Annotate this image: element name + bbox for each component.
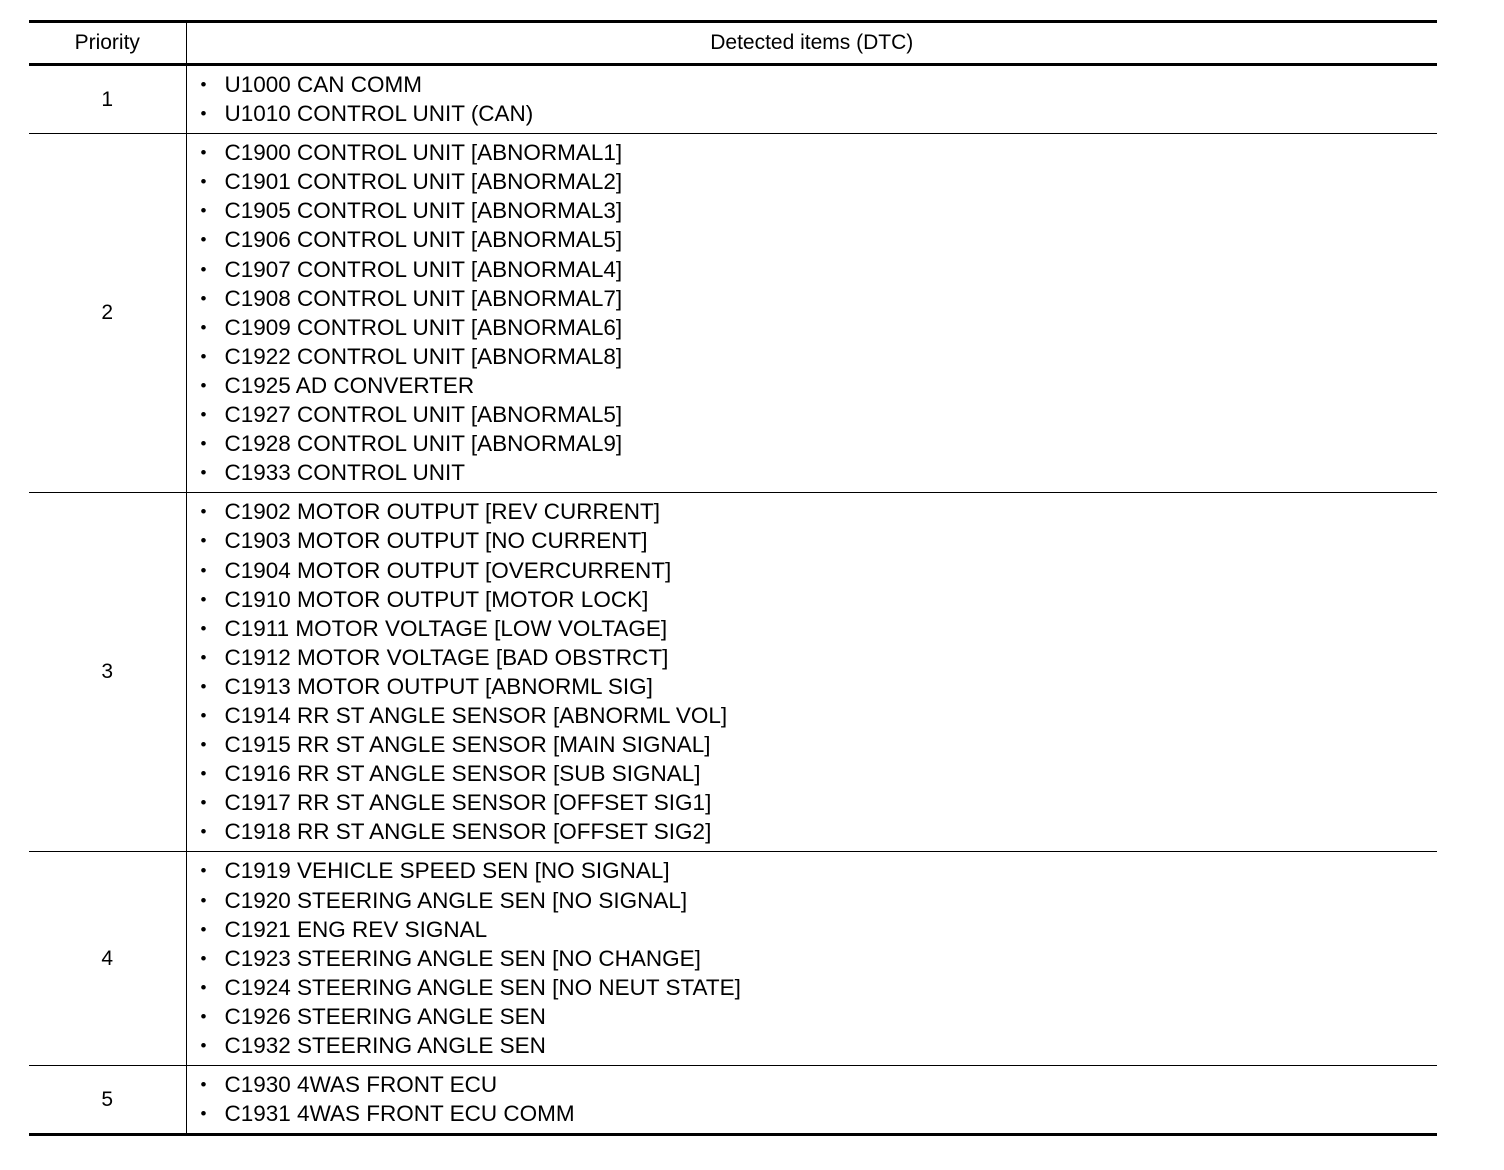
- list-item: [201, 313, 1438, 342]
- bullet-icon: •: [200, 172, 207, 192]
- dtc-code-text: C1901 CONTROL UNIT [ABNORMAL2]: [224, 169, 623, 195]
- priority-cell: 4: [29, 852, 186, 1066]
- dtc-list: [201, 70, 1438, 128]
- dtc-code-text: C1926 STEERING ANGLE SEN: [224, 1003, 546, 1029]
- list-item: [201, 1070, 1438, 1099]
- list-item: [201, 1099, 1438, 1128]
- bullet-icon: •: [200, 1104, 207, 1124]
- list-item: [201, 1002, 1438, 1031]
- dtc-code-text: C1908 CONTROL UNIT [ABNORMAL7]: [224, 285, 623, 311]
- dtc-code-text: C1928 CONTROL UNIT [ABNORMAL9]: [224, 431, 623, 457]
- bullet-icon: •: [200, 589, 207, 609]
- table-row: [29, 65, 1437, 134]
- list-item: [201, 284, 1438, 313]
- dtc-code-text: C1910 MOTOR OUTPUT [MOTOR LOCK]: [224, 586, 649, 612]
- dtc-code-text: C1916 RR ST ANGLE SENSOR [SUB SIGNAL]: [224, 761, 701, 787]
- bullet-icon: •: [200, 735, 207, 755]
- dtc-code-text: C1933 CONTROL UNIT: [224, 460, 465, 486]
- dtc-code-text: C1922 CONTROL UNIT [ABNORMAL8]: [224, 343, 623, 369]
- dtc-list: [201, 138, 1438, 487]
- bullet-icon: •: [200, 919, 207, 939]
- detected-items-cell: [186, 1066, 1437, 1135]
- bullet-icon: •: [200, 434, 207, 454]
- list-item: [201, 730, 1438, 759]
- header-row: [29, 22, 1437, 65]
- list-item: [201, 526, 1438, 555]
- dtc-code-text: C1932 STEERING ANGLE SEN: [224, 1033, 546, 1058]
- list-item: [201, 138, 1438, 167]
- dtc-code-text: C1912 MOTOR VOLTAGE [BAD OBSTRCT]: [224, 644, 669, 670]
- dtc-code-text: U1000 CAN COMM: [224, 72, 423, 97]
- list-item: [201, 99, 1438, 128]
- dtc-code-text: C1913 MOTOR OUTPUT [ABNORML SIG]: [224, 673, 653, 699]
- bullet-icon: •: [200, 1006, 207, 1026]
- bullet-icon: •: [200, 1036, 207, 1055]
- list-item: [201, 672, 1438, 701]
- dtc-code-text: C1923 STEERING ANGLE SEN [NO CHANGE]: [224, 945, 701, 971]
- bullet-icon: •: [200, 531, 207, 551]
- list-item: [201, 196, 1438, 225]
- bullet-icon: •: [200, 705, 207, 725]
- bullet-icon: •: [200, 618, 207, 638]
- priority-cell: 1: [29, 65, 186, 134]
- bullet-icon: •: [200, 230, 207, 250]
- bullet-icon: •: [200, 647, 207, 667]
- dtc-code-text: C1921 ENG REV SIGNAL: [224, 916, 488, 942]
- dtc-code-text: U1010 CONTROL UNIT (CAN): [224, 101, 534, 127]
- priority-cell: 2: [29, 134, 186, 493]
- table-row: [29, 493, 1437, 852]
- list-item: [201, 371, 1438, 400]
- table-header: [29, 22, 1437, 65]
- dtc-code-text: C1902 MOTOR OUTPUT [REV CURRENT]: [224, 499, 660, 525]
- list-item: [201, 429, 1438, 458]
- list-item: [201, 643, 1438, 672]
- dtc-code-text: C1924 STEERING ANGLE SEN [NO NEUT STATE]: [224, 974, 741, 1000]
- bullet-icon: •: [200, 676, 207, 696]
- list-item: [201, 167, 1438, 196]
- dtc-code-text: C1919 VEHICLE SPEED SEN [NO SIGNAL]: [224, 858, 670, 884]
- list-item: [201, 915, 1438, 944]
- bullet-icon: •: [200, 317, 207, 337]
- table-body: [29, 65, 1437, 1135]
- list-item: [201, 70, 1438, 99]
- dtc-code-text: C1903 MOTOR OUTPUT [NO CURRENT]: [224, 528, 648, 554]
- bullet-icon: •: [200, 560, 207, 580]
- dtc-code-text: C1930 4WAS FRONT ECU: [224, 1072, 498, 1098]
- dtc-code-text: C1931 4WAS FRONT ECU COMM: [224, 1101, 575, 1127]
- priority-column-header: Priority: [29, 22, 186, 65]
- list-item: [201, 458, 1438, 487]
- bullet-icon: •: [200, 977, 207, 997]
- bullet-icon: •: [200, 793, 207, 813]
- bullet-icon: •: [200, 764, 207, 784]
- dtc-code-text: C1906 CONTROL UNIT [ABNORMAL5]: [224, 227, 623, 253]
- bullet-icon: •: [200, 502, 207, 522]
- dtc-list: [201, 497, 1438, 846]
- priority-cell: 5: [29, 1066, 186, 1135]
- bullet-icon: •: [200, 104, 207, 124]
- dtc-code-text: C1925 AD CONVERTER: [224, 372, 475, 398]
- dtc-priority-table: [29, 20, 1437, 1136]
- priority-cell: 3: [29, 493, 186, 852]
- list-item: [201, 701, 1438, 730]
- bullet-icon: •: [200, 375, 207, 395]
- list-item: [201, 225, 1438, 254]
- list-item: [201, 973, 1438, 1002]
- list-item: [201, 342, 1438, 371]
- bullet-icon: •: [200, 346, 207, 366]
- dtc-list: [201, 856, 1438, 1060]
- dtc-code-text: C1915 RR ST ANGLE SENSOR [MAIN SIGNAL]: [224, 732, 711, 758]
- list-item: [201, 400, 1438, 429]
- list-item: [201, 944, 1438, 973]
- bullet-icon: •: [200, 201, 207, 221]
- dtc-code-text: C1914 RR ST ANGLE SENSOR [ABNORML VOL]: [224, 702, 728, 728]
- list-item: [201, 255, 1438, 284]
- detected-items-cell: [186, 65, 1437, 134]
- bullet-icon: •: [200, 1075, 207, 1095]
- detected-items-column-header: Detected items (DTC): [710, 31, 914, 54]
- list-item: [201, 759, 1438, 788]
- bullet-icon: •: [200, 861, 207, 881]
- bullet-icon: •: [200, 463, 207, 483]
- dtc-code-text: C1907 CONTROL UNIT [ABNORMAL4]: [224, 256, 623, 282]
- list-item: [201, 1031, 1438, 1060]
- bullet-icon: •: [200, 948, 207, 968]
- bullet-icon: •: [200, 405, 207, 425]
- dtc-code-text: C1909 CONTROL UNIT [ABNORMAL6]: [224, 314, 623, 340]
- table-row: [29, 852, 1437, 1066]
- dtc-code-text: C1918 RR ST ANGLE SENSOR [OFFSET SIG2]: [224, 819, 712, 845]
- dtc-code-text: C1905 CONTROL UNIT [ABNORMAL3]: [224, 198, 623, 224]
- dtc-code-text: C1927 CONTROL UNIT [ABNORMAL5]: [224, 402, 623, 428]
- dtc-code-text: C1904 MOTOR OUTPUT [OVERCURRENT]: [224, 557, 672, 583]
- list-item: [201, 556, 1438, 585]
- bullet-icon: •: [200, 822, 207, 842]
- detected-items-cell: [186, 134, 1437, 493]
- bullet-icon: •: [200, 259, 207, 279]
- bullet-icon: •: [200, 143, 207, 163]
- bullet-icon: •: [200, 75, 207, 94]
- list-item: [201, 856, 1438, 885]
- detected-items-cell: [186, 852, 1437, 1066]
- dtc-code-text: C1911 MOTOR VOLTAGE [LOW VOLTAGE]: [224, 615, 668, 641]
- list-item: [201, 886, 1438, 915]
- list-item: [201, 585, 1438, 614]
- list-item: [201, 497, 1438, 526]
- detected-items-cell: [186, 493, 1437, 852]
- table-row: [29, 134, 1437, 493]
- list-item: [201, 817, 1438, 846]
- dtc-code-text: C1917 RR ST ANGLE SENSOR [OFFSET SIG1]: [224, 790, 712, 816]
- dtc-code-text: C1900 CONTROL UNIT [ABNORMAL1]: [224, 140, 623, 166]
- list-item: [201, 788, 1438, 817]
- list-item: [201, 614, 1438, 643]
- table-row: [29, 1066, 1437, 1135]
- bullet-icon: •: [200, 890, 207, 910]
- bullet-icon: •: [200, 288, 207, 308]
- dtc-list: [201, 1070, 1438, 1128]
- dtc-code-text: C1920 STEERING ANGLE SEN [NO SIGNAL]: [224, 887, 688, 913]
